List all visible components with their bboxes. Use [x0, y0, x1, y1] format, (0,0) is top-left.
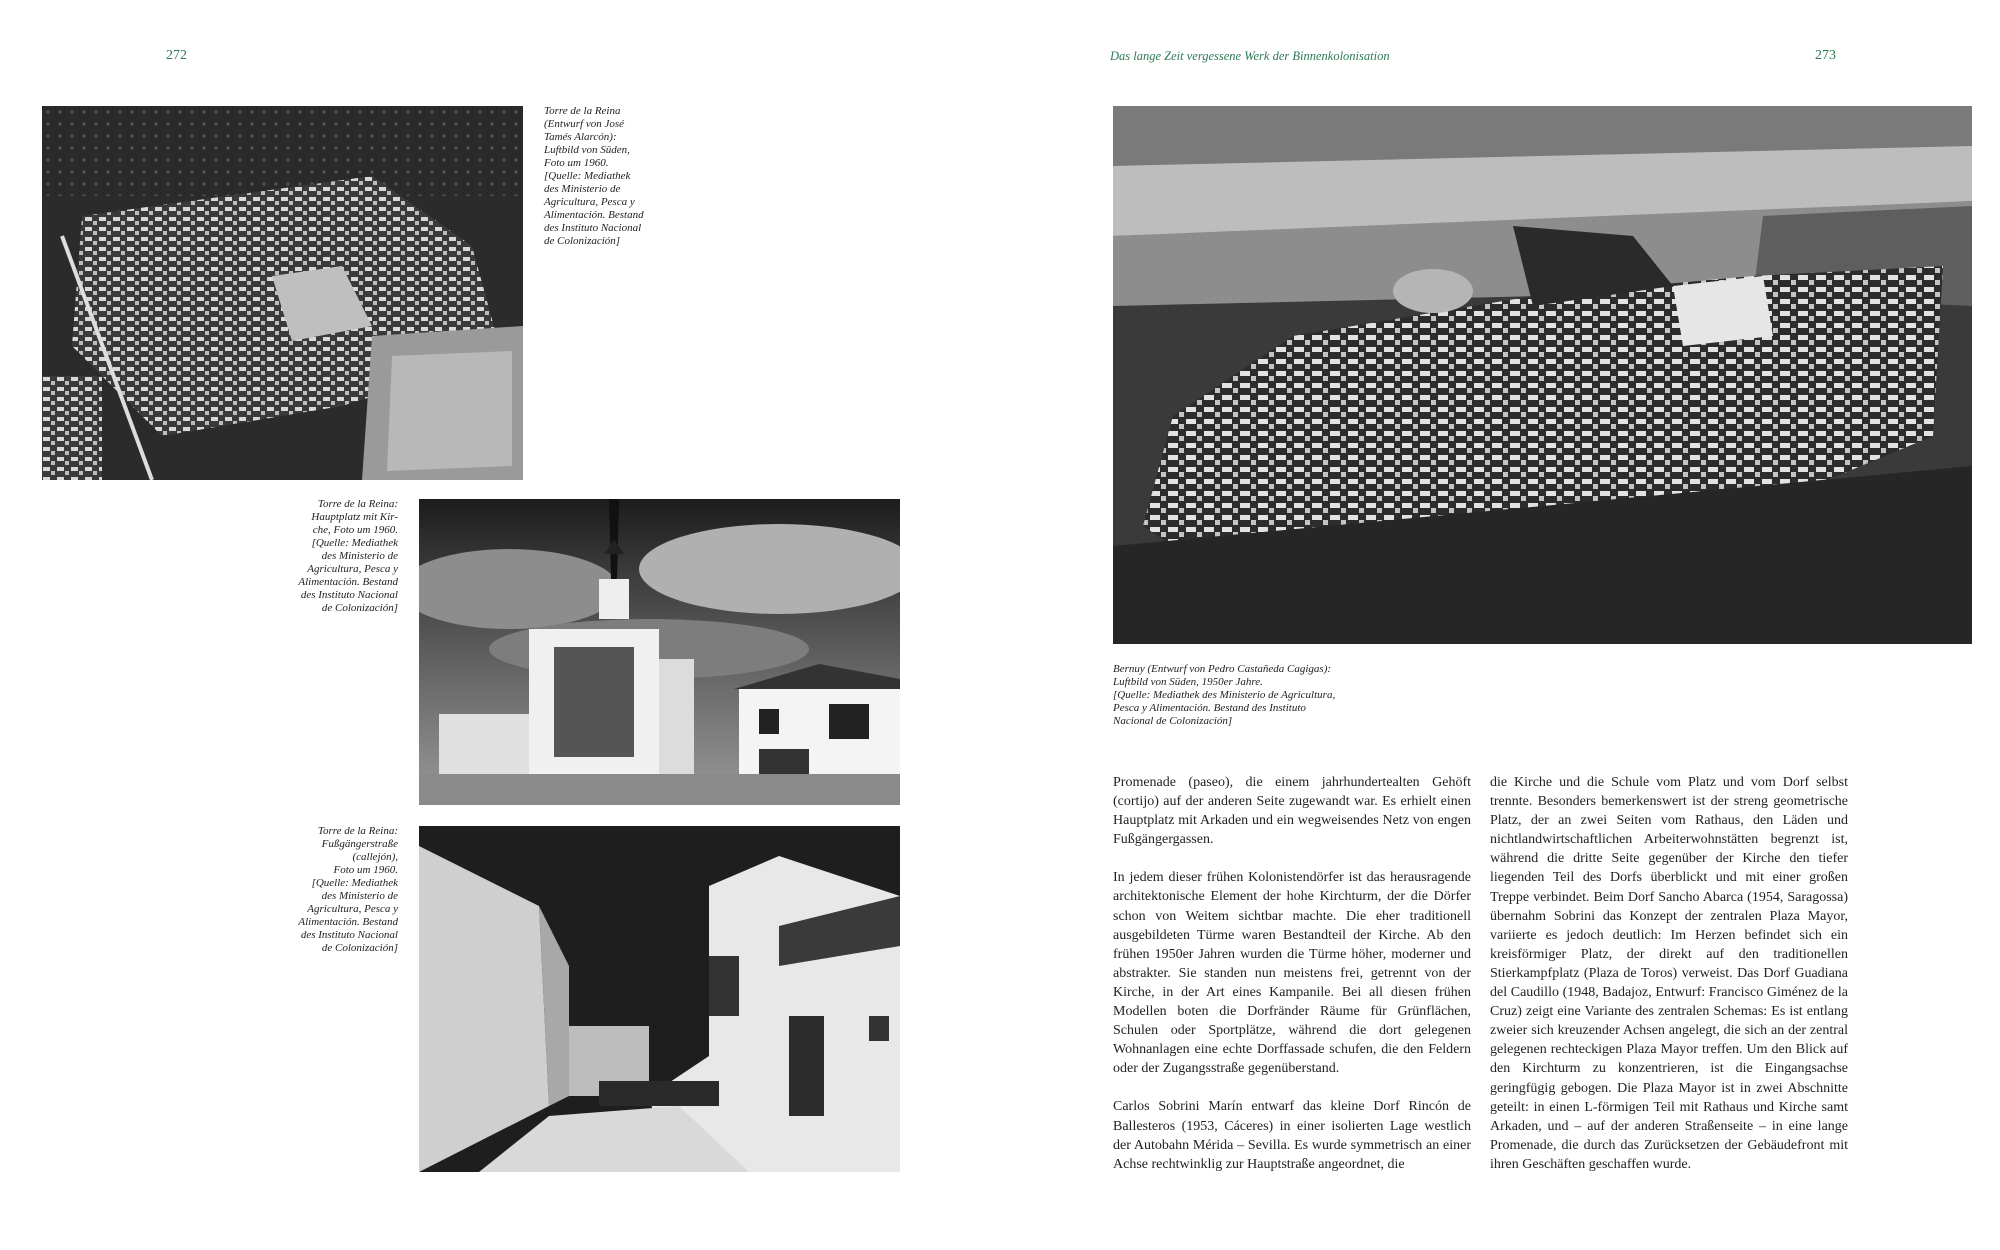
paragraph: In jedem dieser frühen Kolonistendörfer ist das herausragende architektonische Element der hohe Kirchturm, der die Dörfer schon von Weitem sichtbar machte. Die eher traditionell ausgebildeten Türme waren Bestandteil der Kirche. Ab den frühen 1950er Jahren wurden die Türme höher, moderner und abstrakter. Sie standen nun meistens frei, getrennt von der Kirche, in der Art eines Kampanile. Bei all diesen frühen Modellen boten die Dorfränder Räume für Grünflächen, Schulen oder Sportplätze, während die dort gelegenen Wohnanlagen eine echte Dorffassade schufen, die den Feldern oder der Zugangsstraße gegenüberstand.: [1113, 870, 1471, 1077]
paragraph: die Kirche und die Schule vom Platz und vom Dorf selbst trennte. Besonders bemerkenswert ist der streng geometrische Platz, der an zwei Seiten vom Rathaus, den Läden und nichtlandwirtschaftlichen Arbeiterwohnstätten begrenzt ist, während die dritte Seite gegenüber der Kirche den tiefer liegenden Teil des Dorfs überblickt und mit einer großen Treppe verbindet. Beim Dorf Sancho Abarca (1954, Saragossa) übernahm Sobrini das Konzept der zentralen Plaza Mayor, variierte es jedoch deutlich: Im Herzen befindet sich ein kreisförmiger Platz, der direkt auf den traditionellen Stierkampfplatz (Plaza de Toros) verweist. Das Dorf Guadiana del Caudillo (1948, Badajoz, Entwurf: Francisco Giménez de la Cruz) zeigt eine Variante des zentralen Schemas: Es ist entlang zweier sich kreuzender Achsen angelegt, die sich an der zentral gelegenen rechteckigen Plaza Mayor treffen. Um den Blick auf den Kirchturm zu konzentrieren, ist die Eingangsachse geringfügig gebogen. Die Plaza Mayor ist in zwei Abschnitte geteilt: in einen L-förmigen Teil mit Rathaus und Kirche samt Arkaden, und – auf der anderen Straßenseite – in eine lange Promenade, die durch das Zurücksetzen der Gebäudefront mit ihren Geschäften geschaffen wurde.: [1490, 775, 1848, 1172]
photo-bernuy-aerial: [1113, 106, 1972, 644]
body-column-1: [1113, 773, 1471, 1174]
photo-torre-plaza: [419, 499, 900, 805]
body-column-2: [1490, 773, 1848, 1174]
left-page-number: 272: [166, 48, 187, 63]
running-title: Das lange Zeit vergessene Werk der Binnenkolonisation: [1110, 49, 1390, 63]
right-page-number: 273: [1815, 48, 1836, 63]
paragraph: Carlos Sobrini Marín entwarf das kleine Dorf Rincón de Ballesteros (1953, Cáceres) in einer isolierten Lage westlich der Autobahn Mérida – Sevilla. Es wurde symmetrisch an einer Achse rechtwinklig zur Hauptstraße angeordnet, die: [1113, 1099, 1471, 1172]
caption-bernuy: Bernuy (Entwurf von Pedro Castañeda Cagigas): Luftbild von Süden, 1950er Jahre. [Quelle: Mediathek des Ministerio de Agricultura, Pesca y Alimentación. Bestand des Instituto Nacional de Colonización]: [1113, 663, 1336, 727]
paragraph: Promenade (paseo), die einem jahrhundertealten Gehöft (cortijo) auf der anderen Seite zugewandt war. Es erhielt einen Hauptplatz mit Arkaden und ein wegweisendes Netz von engen Fußgängergassen.: [1113, 775, 1471, 848]
caption-torre-plaza: Torre de la Reina: Hauptplatz mit Kir- che, Foto um 1960. [Quelle: Mediathek des Ministerio de Agricultura, Pesca y Alimentación. Bestand des Instituto Nacional de Colonización]: [298, 498, 398, 614]
photo-torre-street: [419, 826, 900, 1172]
caption-torre-aerial: Torre de la Reina (Entwurf von José Tamés Alarcón): Luftbild von Süden, Foto um 1960. [Quelle: Mediathek des Ministerio de Agricultura, Pesca y Alimentación. Bestand des Instituto Nacional de Colonización]: [544, 105, 644, 247]
photo-torre-aerial: [42, 106, 523, 480]
caption-torre-street: Torre de la Reina: Fußgängerstraße (callejón), Foto um 1960. [Quelle: Mediathek des Ministerio de Agricultura, Pesca y Alimentación. Bestand des Instituto Nacional de Colonización]: [298, 825, 398, 954]
